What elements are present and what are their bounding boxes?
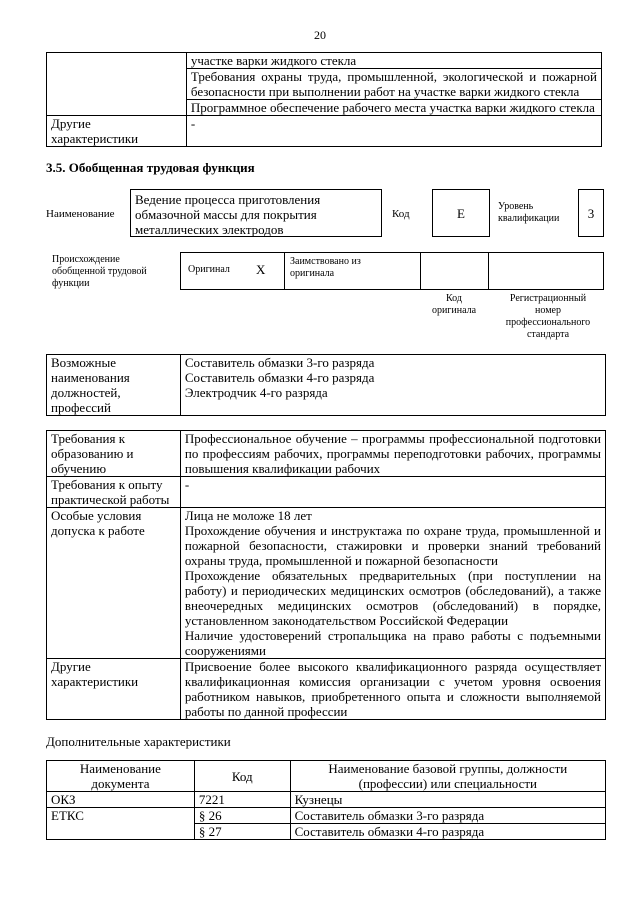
additional-header: Наименование базовой группы, должности (профессии) или специальности xyxy=(290,761,605,792)
name-value: Ведение процесса приготовления обмазочной массы для покрытия металлических электродов xyxy=(130,189,382,237)
additional-cell: Составитель обмазки 4-го разряда xyxy=(290,824,605,840)
requirement-label: Требования к образованию и обучению xyxy=(47,431,181,477)
top-table-cell: Программное обеспечение рабочего места участка варки жидкого стекла xyxy=(186,100,601,116)
original-mark: Х xyxy=(256,262,266,277)
level-value: 3 xyxy=(578,189,604,237)
requirement-value: Присвоение более высокого квалификационного разряда осуществляет квалификационная комиссия организации с учетом уровня освоения работником навыков, приобретенного опыта и сложности выполняемой работы по данной профессии xyxy=(180,659,605,720)
additional-heading: Дополнительные характеристики xyxy=(46,734,231,749)
top-table xyxy=(46,52,602,147)
requirement-value: Профессиональное обучение – программы профессиональной подготовки по профессиям рабочих, программы переподготовки рабочих, программы повышения квалификации рабочих xyxy=(180,431,605,477)
additional-cell: ОКЗ xyxy=(47,792,195,808)
origin-divider xyxy=(284,252,285,290)
positions-value: Составитель обмазки 3-го разряда Составитель обмазки 4-го разряда Электродчик 4-го разряда xyxy=(180,355,605,416)
top-table-cell: Требования охраны труда, промышленной, экологической и пожарной безопасности при выполнении работ на участке варки жидкого стекла xyxy=(186,69,601,100)
top-table-empty-label xyxy=(47,53,187,116)
origin-code-caption: Код оригинала xyxy=(431,293,477,316)
origin-box xyxy=(180,252,604,290)
additional-cell: 7221 xyxy=(194,792,290,808)
requirement-value: - xyxy=(180,477,605,508)
additional-header: Код xyxy=(194,761,290,792)
code-value: Е xyxy=(432,189,490,237)
requirement-label: Особые условия допуска к работе xyxy=(47,508,181,659)
additional-cell: ЕТКС xyxy=(47,808,195,840)
requirement-label: Требования к опыту практической работы xyxy=(47,477,181,508)
page-number: 20 xyxy=(314,28,326,42)
borrowed-label: Заимствовано из оригинала xyxy=(290,256,361,279)
additional-cell: § 27 xyxy=(194,824,290,840)
additional-cell: § 26 xyxy=(194,808,290,824)
additional-cell: Составитель обмазки 3-го разряда xyxy=(290,808,605,824)
requirements-table xyxy=(46,430,606,720)
reg-number-caption: Регистрационный номер профессионального стандарта xyxy=(505,293,591,340)
additional-cell: Кузнецы xyxy=(290,792,605,808)
requirement-value: Лица не моложе 18 лет Прохождение обучения и инструктажа по охране труда, промышленной и пожарной безопасности, стажировки и проверки знаний требований охраны труда, промышленной и пожарной безопасности Прохождение обязательных предварительных (при поступлении на работу) и периодических медицинских осмотров (обследований), а также внеочередных медицинских осмотров (обследований) в порядке, установленном законодательством Российской Федерации Наличие удостоверений стропальщика на право работы с подъемными сооружениями xyxy=(180,508,605,659)
positions-table xyxy=(46,354,606,416)
original-label: Оригинал xyxy=(188,264,230,275)
positions-label: Возможные наименования должностей, профессий xyxy=(47,355,181,416)
top-table-cell: участке варки жидкого стекла xyxy=(186,53,601,69)
origin-label: Происхождение обобщенной трудовой функции xyxy=(52,254,147,289)
additional-table xyxy=(46,760,606,840)
top-table-label: Другие характеристики xyxy=(47,116,187,147)
requirement-label: Другие характеристики xyxy=(47,659,181,720)
level-label: Уровень квалификации xyxy=(498,201,560,224)
top-table-cell: - xyxy=(186,116,601,147)
name-label: Наименование xyxy=(46,208,115,220)
origin-divider xyxy=(420,252,421,290)
section-heading: 3.5. Обобщенная трудовая функция xyxy=(46,160,255,175)
origin-divider xyxy=(488,252,489,290)
code-label: Код xyxy=(392,208,410,220)
additional-header: Наименование документа xyxy=(47,761,195,792)
